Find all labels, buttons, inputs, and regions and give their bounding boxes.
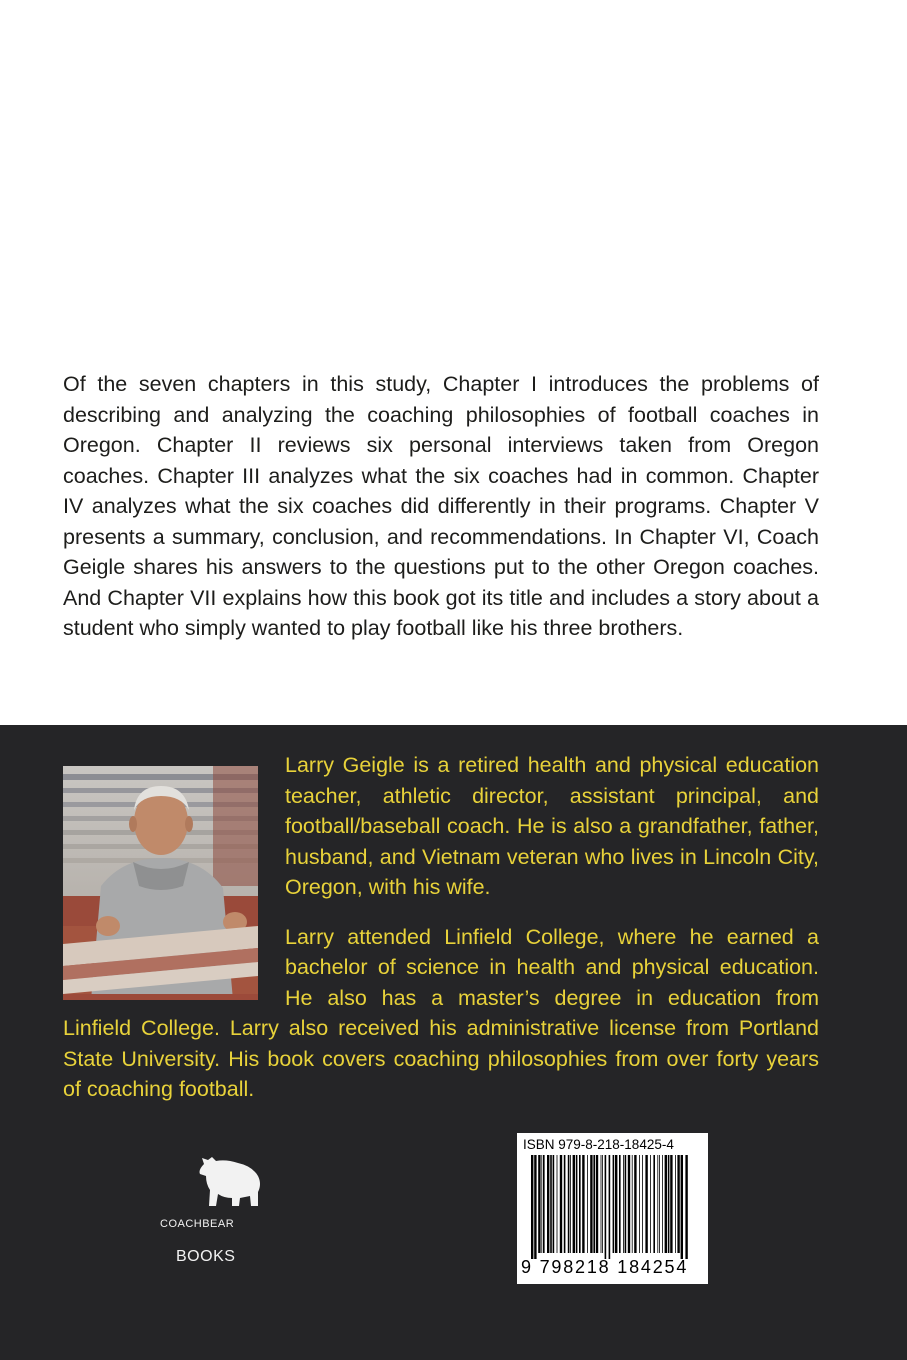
barcode-bar <box>564 1155 566 1253</box>
barcode-bar <box>623 1155 624 1253</box>
barcode-bar <box>593 1155 595 1253</box>
photo-text-wrap-spacer <box>63 750 285 994</box>
barcode-bar <box>657 1155 658 1253</box>
barcode-bar <box>615 1155 617 1253</box>
barcode-digits: 9 798218 184254 <box>521 1257 689 1277</box>
barcode-bar <box>685 1155 687 1259</box>
barcode-bar <box>675 1155 676 1253</box>
barcode-bar <box>681 1155 683 1259</box>
bear-icon <box>196 1154 266 1209</box>
barcode-bar <box>632 1155 633 1253</box>
barcode-bar <box>665 1155 667 1253</box>
barcode-bar <box>570 1155 571 1253</box>
barcode-bar <box>560 1155 562 1253</box>
barcode-bar <box>541 1155 542 1253</box>
barcode-bar <box>601 1155 602 1253</box>
barcode-bar <box>609 1155 611 1259</box>
barcode-bar <box>550 1155 552 1253</box>
barcode-bar <box>642 1155 643 1253</box>
barcode-bar <box>543 1155 545 1253</box>
barcode-bar <box>576 1155 578 1253</box>
author-bio-paragraph-2: Larry attended Linfield College, where he earned a bachelor of science in health and physical education. He also has a master’s degree in education from Linfield College. Larry also received his administrative license from Portland State University. His book covers coaching philosophies from over forty years of coaching football. <box>63 924 819 1101</box>
barcode-bar <box>587 1155 588 1253</box>
publisher-name: COACHBEAR <box>160 1218 235 1230</box>
barcode-bar <box>596 1155 598 1253</box>
barcode-bar <box>670 1155 672 1253</box>
publisher-sub: BOOKS <box>176 1248 236 1265</box>
barcode-bar <box>653 1155 655 1253</box>
barcode-bar <box>534 1155 536 1259</box>
author-bio-paragraph-1: Larry Geigle is a retired health and physical education teacher, athletic director, assistant principal, and football/baseball coach. He is also a grandfather, father, husband, and Vietnam veteran who lives in Lincoln City, Oregon, with his wife. <box>285 753 819 899</box>
barcode-bar <box>557 1155 558 1253</box>
barcode-bar <box>662 1155 663 1253</box>
barcode-bar <box>547 1155 549 1253</box>
barcode-bar <box>659 1155 660 1253</box>
publisher-logo <box>160 1150 260 1280</box>
barcode-bar <box>619 1155 621 1253</box>
barcode-bar <box>605 1155 607 1259</box>
barcode-bar <box>531 1155 533 1259</box>
book-summary: Of the seven chapters in this study, Chapter I introduces the problems of describing and analyzing the coaching philosophies of football coaches in Oregon. Chapter II reviews six personal interviews taken from Oregon coaches. Chapter III analyzes what the six coaches had in common. Chapter IV analyzes what the six coaches did differently in their programs. Chapter V presents a summary, conclusion, and recommendations. In Chapter VI, Coach Geigle shares his answers to the questions put to the other Oregon coaches. And Chapter VII explains how this book got its title and includes a story about a student who simply wanted to play football like his three brothers. <box>63 372 819 640</box>
barcode-bar <box>568 1155 570 1253</box>
barcode-bar <box>634 1155 636 1253</box>
barcode-bar <box>582 1155 584 1253</box>
author-bio <box>63 750 819 1105</box>
barcode-bar <box>573 1155 575 1253</box>
barcode-bar <box>639 1155 640 1253</box>
barcode-bar <box>625 1155 627 1253</box>
barcode-bar <box>538 1155 540 1253</box>
barcode-bar <box>602 1155 603 1253</box>
barcode-bar <box>579 1155 581 1253</box>
isbn-label: ISBN 979-8-218-18425-4 <box>523 1137 674 1152</box>
barcode-bar <box>628 1155 630 1253</box>
barcode-bars <box>521 1155 705 1259</box>
barcode-bar <box>645 1155 647 1253</box>
barcode-bar <box>677 1155 679 1253</box>
isbn-barcode <box>517 1133 708 1284</box>
barcode-bar <box>553 1155 555 1253</box>
barcode-bar <box>613 1155 615 1253</box>
barcode-bar <box>668 1155 670 1253</box>
barcode-bar <box>650 1155 651 1253</box>
barcode-bar <box>590 1155 592 1253</box>
